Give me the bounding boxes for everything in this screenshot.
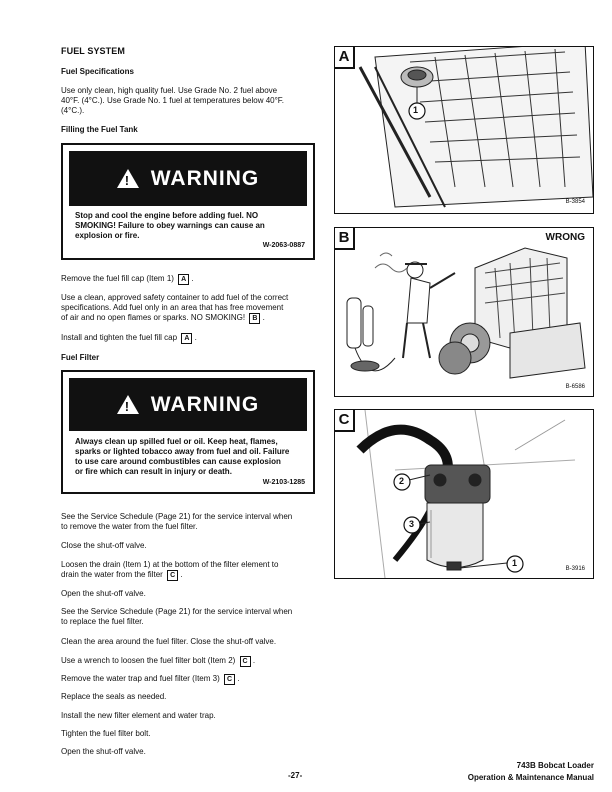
- text-line: SMOKING! Failure to obey warnings can cause an: [75, 221, 265, 230]
- callout-1: 1: [413, 105, 419, 115]
- text-line: to remove the water from the fuel filter.: [61, 522, 198, 531]
- warning-banner: [69, 378, 307, 431]
- filter-para-8: Remove the water trap and fuel filter (Item 3) C .: [61, 674, 240, 683]
- fuel-spec-heading: Fuel Specifications: [61, 67, 134, 76]
- figure-ref: C: [224, 674, 235, 685]
- warning-text: [75, 437, 289, 477]
- warning-text: [75, 211, 265, 241]
- text-line: or fire which can result in injury or death.: [75, 467, 232, 476]
- text-line: Use a clean, approved safety container to add fuel of the correct: [61, 293, 289, 302]
- warning-code: W-2103-1285: [262, 479, 305, 486]
- figure-letter: B: [335, 228, 355, 250]
- text-line: sparks or lighted tobacco away from fuel and oil. Failure: [75, 447, 290, 456]
- text-line: Install and tighten the fuel fill cap: [61, 333, 178, 342]
- filter-para-5: [61, 607, 292, 627]
- text-line: Use a wrench to loosen the fuel filter bolt (Item 2): [61, 656, 236, 665]
- text-line: (4°C.).: [61, 106, 85, 115]
- text-line: specifications. Add fuel only in an area that has free movement: [61, 303, 284, 312]
- figure-code: B-3854: [565, 199, 585, 205]
- filter-para-2: Close the shut-off valve.: [61, 541, 147, 550]
- figure-code: B-6586: [565, 384, 585, 390]
- warning-code: W-2063-0887: [262, 242, 305, 249]
- warning-banner: [69, 151, 307, 206]
- fuel-spec-text: [61, 86, 284, 116]
- figure-a-illustration: [335, 47, 593, 213]
- text-line: See the Service Schedule (Page 21) for the service interval when: [61, 607, 293, 616]
- callout-2: 2: [399, 476, 405, 486]
- figure-code: B-3916: [565, 566, 585, 572]
- figure-letter: C: [335, 410, 355, 432]
- text-line: Use only clean, high quality fuel. Use Grade No. 2 fuel above: [61, 86, 278, 95]
- footer-manual: Operation & Maintenance Manual: [467, 773, 594, 782]
- text-line: explosion or fire.: [75, 231, 140, 240]
- warning-box-filter: [61, 370, 315, 494]
- filling-heading: Filling the Fuel Tank: [61, 125, 138, 134]
- footer-model: 743B Bobcat Loader: [516, 761, 594, 770]
- figure-ref: C: [240, 656, 251, 667]
- figure-ref: A: [181, 333, 192, 344]
- filter-para-9: Replace the seals as needed.: [61, 692, 167, 701]
- callout-1: 1: [512, 558, 518, 568]
- figure-c: [334, 409, 594, 579]
- wrong-label: WRONG: [545, 232, 585, 243]
- fuel-filter-heading: Fuel Filter: [61, 353, 100, 362]
- figure-c-illustration: [335, 410, 593, 578]
- text-line: drain the water from the filter: [61, 570, 163, 579]
- text-line: Remove the water trap and fuel filter (Item 3): [61, 674, 220, 683]
- text-line: to use care around combustibles can cause explosion: [75, 457, 281, 466]
- figure-b-illustration: [335, 228, 593, 396]
- text-line: 40°F. (4°C.). Use Grade No. 1 fuel at temperatures below 40°F.: [61, 96, 285, 105]
- callout-3: 3: [409, 519, 415, 529]
- filter-para-1: [61, 512, 292, 532]
- filter-para-6: Clean the area around the fuel filter. Close the shut-off valve.: [61, 637, 277, 646]
- text-line: of air and no open flames or sparks. NO SMOKING!: [61, 313, 246, 322]
- figure-letter: A: [335, 47, 355, 69]
- text-line: Stop and cool the engine before adding fuel. NO: [75, 211, 259, 220]
- filter-para-12: Open the shut-off valve.: [61, 747, 146, 756]
- section-title: FUEL SYSTEM: [61, 46, 125, 56]
- warning-label: WARNING: [150, 166, 260, 190]
- step-add-fuel: Use a clean, approved safety container to add fuel of the correct specifications. Add fuel only in an area that has free movement of air and no open flames or sparks. NO SMOKING! B .: [61, 293, 289, 322]
- filter-para-3: Loosen the drain (Item 1) at the bottom of the filter element to drain the water from the filter C .: [61, 560, 279, 579]
- step-remove-cap: Remove the fuel fill cap (Item 1) A .: [61, 274, 194, 283]
- text-line: Loosen the drain (Item 1) at the bottom of the filter element to: [61, 560, 279, 569]
- text-line: Remove the fuel fill cap (Item 1): [61, 274, 174, 283]
- filter-para-7: Use a wrench to loosen the fuel filter bolt (Item 2) C .: [61, 656, 256, 665]
- text-line: See the Service Schedule (Page 21) for the service interval when: [61, 512, 293, 521]
- figure-b: [334, 227, 594, 397]
- filter-para-10: Install the new filter element and water trap.: [61, 711, 216, 720]
- step-install-cap: Install and tighten the fuel fill cap A .: [61, 333, 197, 342]
- text-line: Always clean up spilled fuel or oil. Keep heat, flames,: [75, 437, 278, 446]
- figure-ref: C: [167, 570, 178, 581]
- text-line: to replace the fuel filter.: [61, 617, 144, 626]
- warning-triangle-icon: !: [117, 169, 139, 188]
- warning-label: WARNING: [150, 392, 260, 416]
- figure-ref: A: [178, 274, 189, 285]
- page-number: -27-: [288, 771, 303, 780]
- warning-triangle-icon: !: [117, 395, 139, 414]
- figure-a: [334, 46, 594, 214]
- figure-ref: B: [249, 313, 260, 324]
- filter-para-11: Tighten the fuel filter bolt.: [61, 729, 151, 738]
- filter-para-4: Open the shut-off valve.: [61, 589, 146, 598]
- warning-box-filling: [61, 143, 315, 260]
